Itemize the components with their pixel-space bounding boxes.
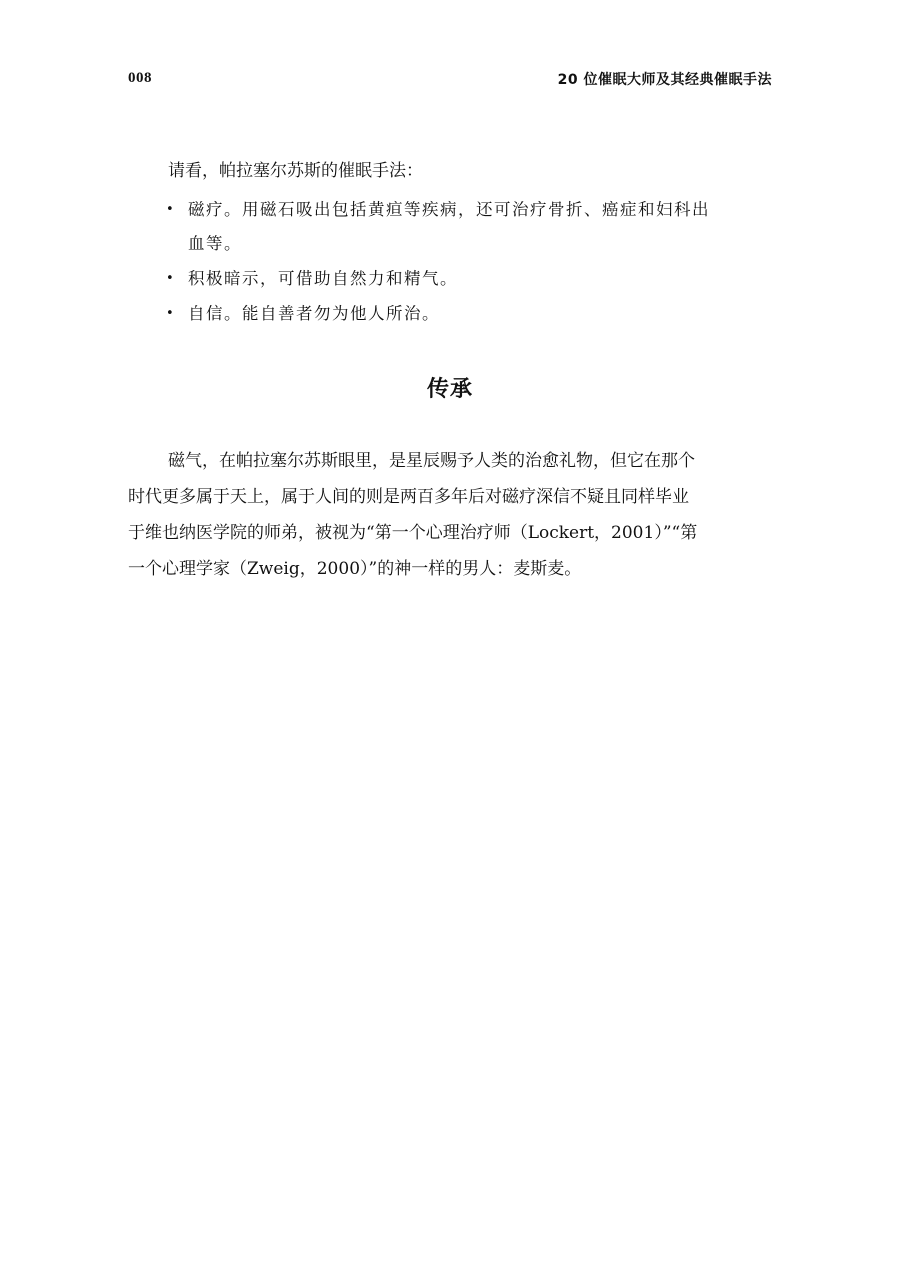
paragraph-line: 于维也纳医学院的师弟，被视为“第一个心理治疗师（Lockert，2001）”“第 bbox=[128, 523, 698, 543]
bullet-dot-icon: • bbox=[166, 306, 176, 321]
body-paragraph bbox=[128, 443, 778, 587]
paragraph-line: 时代更多属于天上，属于人间的则是两百多年后对磁疗深信不疑且同样毕业 bbox=[128, 487, 689, 507]
page-number: 008 bbox=[128, 70, 152, 86]
paragraph-line: 一个心理学家（Zweig，2000）”的神一样的男人：麦斯麦。 bbox=[128, 559, 582, 579]
bullet-dot-icon: • bbox=[166, 202, 176, 217]
bullet-dot-icon: • bbox=[166, 271, 176, 286]
intro-line: 请看，帕拉塞尔苏斯的催眠手法： bbox=[168, 161, 423, 181]
paragraph-line: 磁气，在帕拉塞尔苏斯眼里，是星辰赐予人类的治愈礼物，但它在那个 bbox=[168, 451, 695, 471]
bullet-list bbox=[166, 193, 778, 332]
bullet-text: 磁疗。用磁石吸出包括黄疸等疾病，还可治疗骨折、癌症和妇科出 bbox=[188, 200, 710, 219]
bullet-item bbox=[166, 297, 778, 331]
bullet-item bbox=[166, 262, 778, 296]
running-head: 20 位催眠大师及其经典催眠手法 bbox=[557, 72, 772, 88]
bullet-item bbox=[166, 193, 778, 261]
bullet-text: 积极暗示，可借助自然力和精气。 bbox=[188, 269, 458, 288]
bullet-text-continued: 血等。 bbox=[188, 234, 242, 253]
section-title: 传承 bbox=[426, 377, 473, 402]
bullet-text: 自信。能自善者勿为他人所治。 bbox=[188, 304, 440, 323]
